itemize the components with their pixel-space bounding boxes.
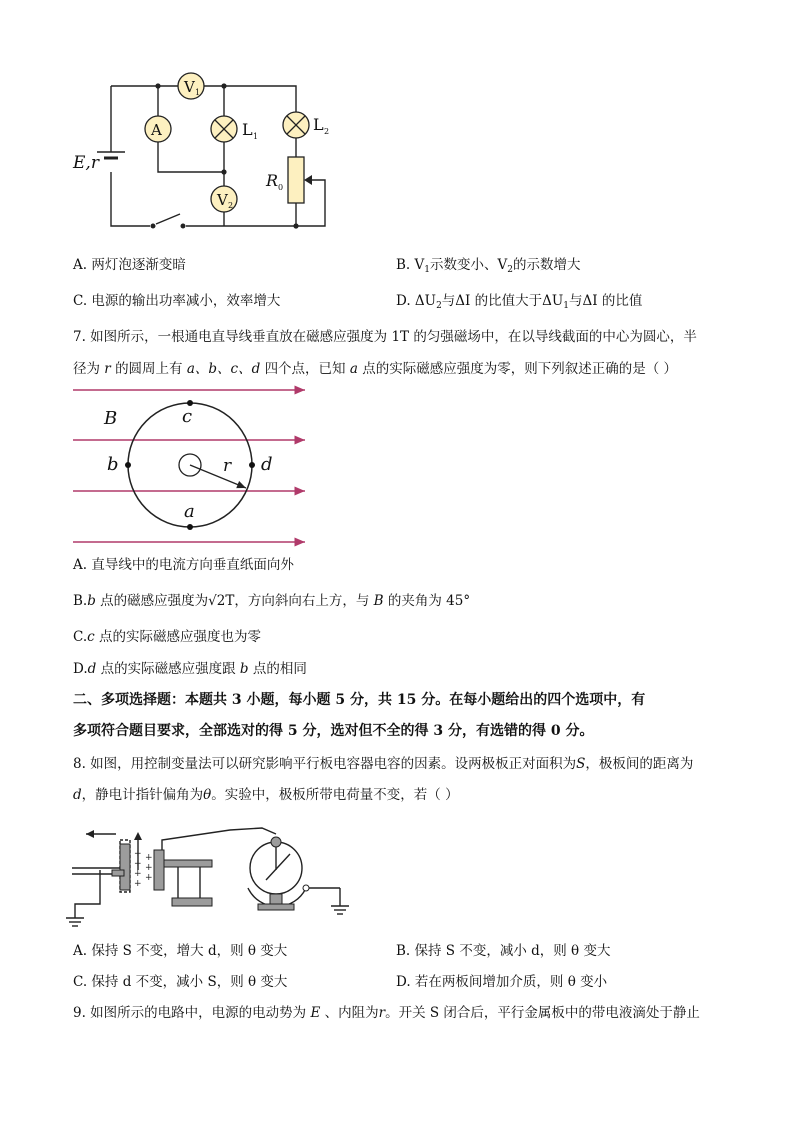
svg-text:+: + bbox=[145, 863, 153, 873]
svg-text:R: R bbox=[266, 171, 279, 190]
svg-text:+: + bbox=[134, 859, 142, 869]
q7-option-b[interactable]: B.b 点的磁感应强度为√2T，方向斜向右上方，与 B 的夹角为 45° bbox=[73, 593, 471, 609]
q8-option-d[interactable]: D. 若在两板间增加介质，则 θ 变小 bbox=[396, 974, 608, 990]
q6-option-d[interactable]: D. $\Delta U_2$与ΔI 的比值大于$\Delta U_1$与ΔI 的比值 bbox=[396, 293, 643, 311]
svg-text:d: d bbox=[261, 454, 273, 475]
q7-option-d[interactable]: D.d 点的实际磁感应强度跟 b 点的相同 bbox=[73, 661, 307, 677]
svg-text:A: A bbox=[151, 121, 162, 139]
section-2-heading-line1: 二、多项选择题：本题共 3 小题，每小题 5 分，共 15 分。在每小题给出的四个选项中，有 bbox=[73, 692, 646, 708]
q8-option-c[interactable]: C. 保持 d 不变，减小 S，则 θ 变大 bbox=[73, 974, 288, 990]
lamp-l1-icon bbox=[211, 116, 237, 142]
point-b bbox=[125, 462, 131, 468]
switch-contact-left bbox=[151, 224, 156, 229]
magnetic-field-diagram bbox=[0, 378, 794, 578]
svg-text:c: c bbox=[182, 406, 193, 427]
svg-text:r: r bbox=[223, 456, 232, 476]
q7-option-c[interactable]: C.c 点的实际磁感应强度也为零 bbox=[73, 629, 261, 645]
rheostat-r0-icon bbox=[288, 157, 304, 203]
switch-contact-right bbox=[181, 224, 186, 229]
q9-stem-line1: 9. 如图所示的电路中，电源的电动势为 E 、内阻为r。开关 S 闭合后，平行金属板中的带电液滴处于静止 bbox=[73, 1005, 700, 1021]
circuit-diagram bbox=[0, 0, 794, 240]
svg-text:V: V bbox=[217, 191, 228, 209]
q8-option-b[interactable]: B. 保持 S 不变，减小 d，则 θ 变大 bbox=[396, 943, 611, 959]
rheostat-slider-icon bbox=[304, 175, 312, 185]
lamp-l2-icon bbox=[283, 112, 309, 138]
q8-stem-line1: 8. 如图，用控制变量法可以研究影响平行板电容器电容的因素。设两极板正对面积为S，极板间的距离为 bbox=[73, 756, 694, 772]
q6-option-a[interactable]: A. 两灯泡逐渐变暗 bbox=[73, 257, 186, 273]
capacitor-plate-left bbox=[120, 844, 130, 890]
svg-text:2: 2 bbox=[324, 127, 330, 136]
q8-stem-line2: d，静电计指针偏角为θ。实验中，极板所带电荷量不变，若（ ） bbox=[73, 787, 459, 803]
section-2-heading-line2: 多项符合题目要求，全部选对的得 5 分，选对但不全的得 3 分，有选错的得 0 分。 bbox=[73, 723, 594, 739]
svg-text:B: B bbox=[104, 408, 118, 429]
capacitor-electrometer-diagram bbox=[0, 810, 794, 930]
point-a bbox=[187, 524, 193, 530]
svg-text:+: + bbox=[134, 849, 142, 859]
q7-option-a[interactable]: A. 直导线中的电流方向垂直纸面向外 bbox=[73, 557, 294, 573]
svg-text:1: 1 bbox=[195, 88, 201, 97]
svg-text:1: 1 bbox=[253, 132, 259, 141]
svg-text:+: + bbox=[145, 873, 153, 883]
svg-text:0: 0 bbox=[278, 183, 284, 192]
svg-text:a: a bbox=[184, 501, 195, 522]
svg-text:2: 2 bbox=[228, 201, 234, 210]
svg-text:V: V bbox=[184, 78, 195, 96]
voltmeter-v1-icon bbox=[178, 73, 204, 99]
voltmeter-v2-icon bbox=[211, 186, 237, 212]
q6-option-b[interactable]: B. $V_1$示数变小、$V_2$的示数增大 bbox=[396, 257, 581, 275]
q7-stem-line1: 7. 如图所示，一根通电直导线垂直放在磁感应强度为 1T 的匀强磁场中，在以导线截面的中心为圆心，半 bbox=[73, 329, 697, 345]
q6-option-c[interactable]: C. 电源的输出功率减小，效率增大 bbox=[73, 293, 281, 309]
svg-text:E,r: E,r bbox=[73, 153, 99, 173]
q7-stem-line2: 径为 r 的圆周上有 a、b、c、d 四个点，已知 a 点的实际磁感应强度为零，则下列叙述正确的是（ ） bbox=[73, 361, 678, 377]
radius-arrow bbox=[190, 465, 246, 488]
svg-text:b: b bbox=[107, 454, 119, 475]
capacitor-plate-right bbox=[154, 850, 164, 890]
svg-text:+: + bbox=[145, 853, 153, 863]
q8-option-a[interactable]: A. 保持 S 不变，增大 d，则 θ 变大 bbox=[73, 943, 288, 959]
svg-text:+: + bbox=[134, 869, 142, 879]
svg-text:L: L bbox=[313, 115, 324, 134]
svg-text:L: L bbox=[242, 120, 253, 139]
svg-text:+: + bbox=[134, 879, 142, 889]
point-d bbox=[249, 462, 255, 468]
ammeter-icon bbox=[145, 116, 171, 142]
